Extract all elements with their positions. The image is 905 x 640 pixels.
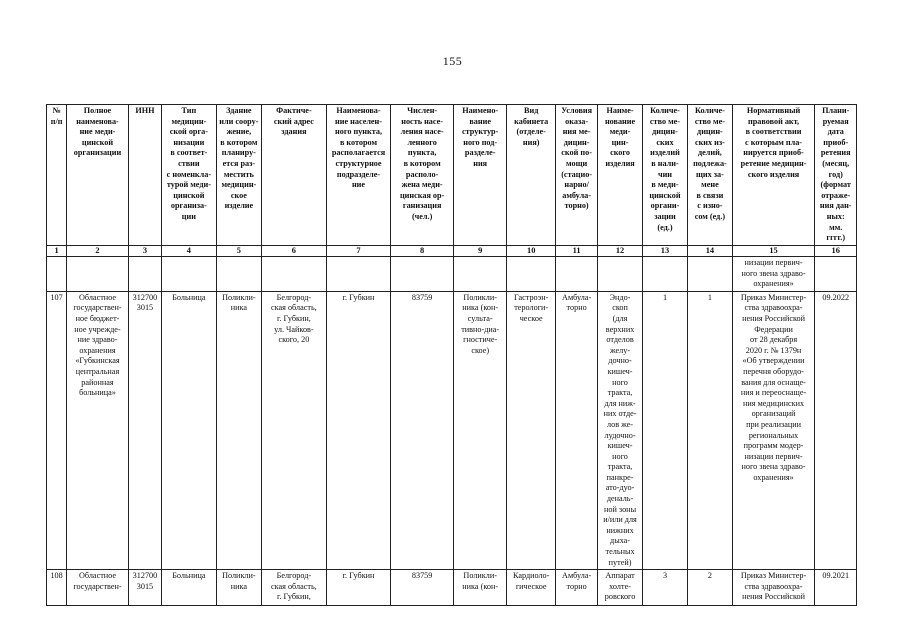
column-number: 14: [688, 246, 732, 257]
header-cell: Вид кабинета (отделе- ния): [507, 105, 555, 246]
devices-to-replace: 1: [688, 291, 732, 569]
organization-type: Больница: [162, 570, 217, 606]
devices-available: 1: [642, 291, 687, 569]
settlement: г. Губкин: [326, 570, 391, 606]
planned-date: 09.2022: [815, 291, 857, 569]
devices-to-replace: 2: [688, 570, 732, 606]
table-cell: [326, 257, 391, 292]
population: 83759: [391, 570, 454, 606]
column-number: 8: [391, 246, 454, 257]
header-cell: № п/п: [47, 105, 67, 246]
table-cell: [555, 257, 597, 292]
header-cell: Наимено- вание структур- ного под- разделе- ния: [453, 105, 507, 246]
column-number: 9: [453, 246, 507, 257]
device-name: Аппарат холте- ровского: [598, 570, 642, 606]
organization-name: Областное государствен- ное бюджет- ное учрежде- ние здраво- охранения «Губкинская центральная районная больница»: [67, 291, 129, 569]
cabinet-type: Гастроэн- терологи- ческое: [507, 291, 555, 569]
table-cell: [391, 257, 454, 292]
building: Поликли- ника: [216, 291, 261, 569]
organization-type: Больница: [162, 291, 217, 569]
care-conditions: Амбула- торно: [555, 291, 597, 569]
column-number: 1: [47, 246, 67, 257]
table-cell: [598, 257, 642, 292]
population: 83759: [391, 291, 454, 569]
table-cell: [453, 257, 507, 292]
column-number: 16: [815, 246, 857, 257]
settlement: г. Губкин: [326, 291, 391, 569]
inn: 312700 3015: [128, 570, 161, 606]
devices-available: 3: [642, 570, 687, 606]
page-number: 155: [442, 54, 463, 68]
cabinet-type: Кардиоло- гическое: [507, 570, 555, 606]
row-number: 108: [47, 570, 67, 606]
table-cell: [688, 257, 732, 292]
planned-date: 09.2021: [815, 570, 857, 606]
care-conditions: Амбула- торно: [555, 570, 597, 606]
table-header-row: [47, 105, 857, 246]
continuation-row: [47, 257, 857, 292]
header-cell: Наиме- нование меди- цин- ского изделия: [598, 105, 642, 246]
row-number: 107: [47, 291, 67, 569]
header-cell: Количе- ство ме- дицин- ских изделий в нали- чии в меди- цинской органи- зации (ед.): [642, 105, 687, 246]
column-number: 2: [67, 246, 129, 257]
header-cell: Числен- ность насе- ления насе- ленного пункта, в котором располо- жена меди- цинская ор- ганизация (чел.): [391, 105, 454, 246]
table-row: [47, 291, 857, 569]
address: Белгород- ская область, г. Губкин,: [262, 570, 327, 606]
header-cell: Плани- руемая дата приоб- ретения (месяц, год) (формат отраже- ния дан- ных: мм. гггг.): [815, 105, 857, 246]
column-number: 10: [507, 246, 555, 257]
column-number: 13: [642, 246, 687, 257]
subdivision: Поликли- ника (кон-: [453, 570, 507, 606]
column-number: 4: [162, 246, 217, 257]
column-number: 5: [216, 246, 261, 257]
organization-name: Областное государствен-: [67, 570, 129, 606]
header-cell: Наименова- ние населен- ного пункта, в котором располагается структурное подразделе- ние: [326, 105, 391, 246]
table-cell: [128, 257, 161, 292]
header-cell: Количе- ство ме- дицин- ских из- делий, подлежа- щих за- мене в связи с изно- сом (ед.): [688, 105, 732, 246]
header-cell: Нормативный правовой акт, в соответствии с которым пла- нируется приоб- ретение медицин- ского изделия: [732, 105, 815, 246]
table-cell: низации первич- ного звена здраво- охранения»: [732, 257, 815, 292]
column-number: 11: [555, 246, 597, 257]
column-number-row: [47, 246, 857, 257]
table-cell: [162, 257, 217, 292]
header-cell: Тип медицин- ской орга- низации в соответ- ствии с номенкла- турой меди- цинской организа- ции: [162, 105, 217, 246]
equipment-registry-table: [46, 104, 857, 606]
table-cell: [815, 257, 857, 292]
column-number: 12: [598, 246, 642, 257]
subdivision: Поликли- ника (кон- сульта- тивно-диа- гностиче- ское): [453, 291, 507, 569]
table-cell: [642, 257, 687, 292]
table-cell: [507, 257, 555, 292]
address: Белгород- ская область, г. Губкин, ул. Чайков- ского, 20: [262, 291, 327, 569]
header-cell: ИНН: [128, 105, 161, 246]
device-name: Эндо- скоп (для верхних отделов желу- дочно- кишеч- ного тракта, для ниж- них отде- лов же- лудочно- кишеч- ного тракта, панкре- ато-дуо- деналь- ной зоны и/или для нижних дыха- тельных путей): [598, 291, 642, 569]
header-cell: Условия оказа- ния ме- дицин- ской по- мощи (стацио- нарно/ амбула- торно): [555, 105, 597, 246]
legal-act: Приказ Министер- ства здравоохра- нения Российской: [732, 570, 815, 606]
table-row: [47, 570, 857, 606]
legal-act: Приказ Министер- ства здравоохра- нения Российской Федерации от 28 декабря 2020 г. № 1379н «Об утверждении перечня оборудо- вания для оснаще- ния и переоснаще- ния медицинских организаций при реализации региональных программ модер- низации первич- ного звена здраво- охранения»: [732, 291, 815, 569]
header-cell: Фактиче- ский адрес здания: [262, 105, 327, 246]
inn: 312700 3015: [128, 291, 161, 569]
table-cell: [67, 257, 129, 292]
table-cell: [216, 257, 261, 292]
column-number: 6: [262, 246, 327, 257]
header-cell: Полное наименова- ние меди- цинской организации: [67, 105, 129, 246]
column-number: 15: [732, 246, 815, 257]
table-cell: [47, 257, 67, 292]
column-number: 3: [128, 246, 161, 257]
building: Поликли- ника: [216, 570, 261, 606]
table-cell: [262, 257, 327, 292]
header-cell: Здание или соору- жение, в котором планиру- ется раз- местить медицин- ское изделие: [216, 105, 261, 246]
column-number: 7: [326, 246, 391, 257]
